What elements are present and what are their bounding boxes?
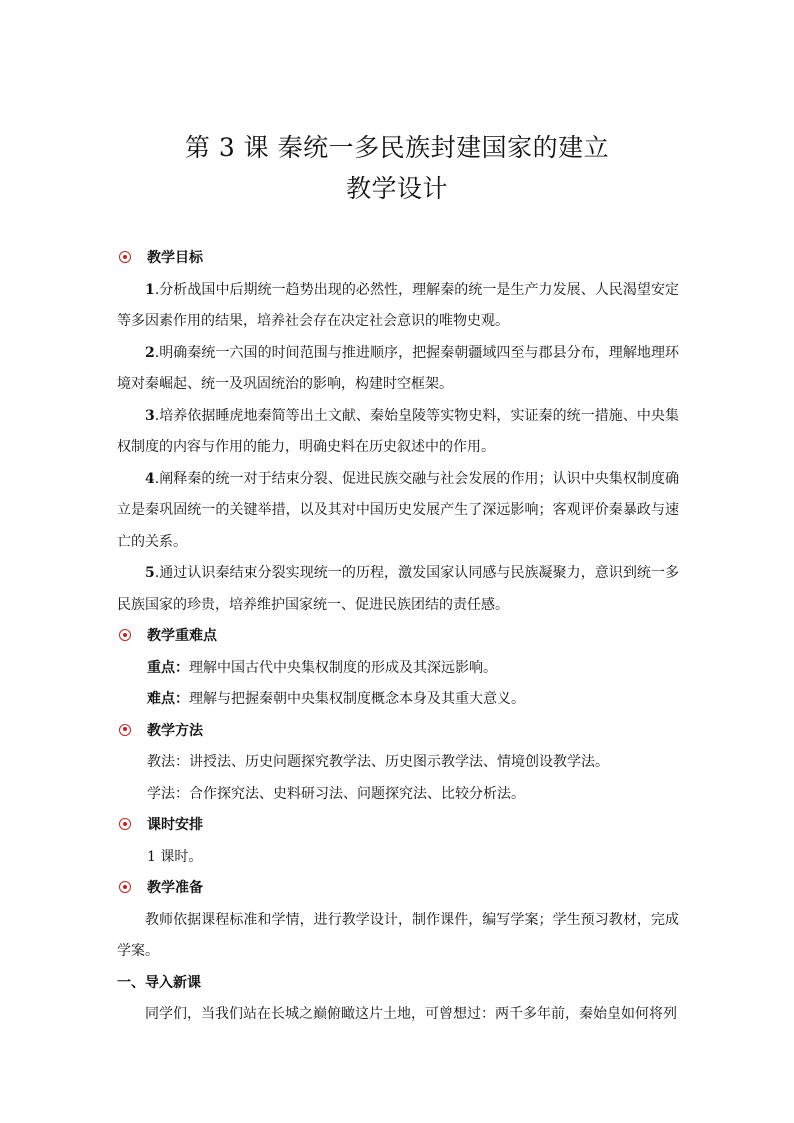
objective-text: .阐释秦的统一对于结束分裂、促进民族交融与社会发展的作用；认识中央集权制度确立是秦巩固统一的关键举措，以及其对中国历史发展产生了深远影响；客观评价秦暴政与速亡的关系。 — [117, 470, 679, 550]
objective-item — [117, 464, 679, 559]
preparation-text: 教师依据课程标准和学情，进行教学设计，制作课件，编写学案；学生预习教材，完成学案。 — [117, 911, 679, 959]
bullet-icon — [119, 818, 131, 830]
difficulty-line — [117, 684, 679, 716]
objective-item — [117, 558, 679, 621]
key-point-line — [117, 653, 679, 685]
objective-text: .分析战国中后期统一趋势出现的必然性，理解秦的统一是生产力发展、人民渴望安定等多因素作用的结果，培养社会存在决定社会意识的唯物史观。 — [117, 281, 679, 329]
objective-text: .通过认识秦结束分裂实现统一的历程，激发国家认同感与民族凝聚力，意识到统一多民族国家的珍贵，培养维护国家统一、促进民族团结的责任感。 — [117, 565, 679, 613]
learning-methods-line: 学法：合作探究法、史料研习法、问题探究法、比较分析法。 — [147, 785, 525, 802]
section-heading-objectives: 教学目标 — [117, 243, 679, 275]
section-heading-schedule: 课时安排 — [117, 810, 679, 842]
difficulty-text: 理解与把握秦朝中央集权制度概念本身及其重大意义。 — [189, 691, 525, 707]
objective-number: 2 — [145, 344, 155, 361]
section-heading-methods: 教学方法 — [117, 716, 679, 748]
objective-number: 5 — [145, 565, 155, 581]
key-point-label: 重点： — [147, 659, 189, 676]
objective-text: .培养依据睡虎地秦简等出土文献、秦始皇陵等实物史料，实证秦的统一措施、中央集权制度的内容与作用的能力，明确史料在历史叙述中的作用。 — [117, 407, 679, 455]
page-title: 第 3 课 秦统一多民族封建国家的建立 — [184, 133, 610, 162]
bullet-icon — [119, 881, 131, 893]
page-subtitle: 教学设计 — [345, 174, 448, 203]
objective-number: 4 — [145, 470, 155, 487]
bullet-icon — [119, 724, 131, 736]
document-body — [117, 243, 679, 1031]
objective-number: 3 — [145, 407, 155, 424]
section-heading-intro: 一、导入新课 — [117, 974, 201, 991]
teaching-methods-line: 教法：讲授法、历史问题探究教学法、历史图示教学法、情境创设教学法。 — [147, 754, 609, 770]
difficulty-label: 难点： — [147, 691, 189, 707]
section-heading-preparation: 教学准备 — [117, 873, 679, 905]
section-heading-key-points: 教学重难点 — [117, 621, 679, 653]
intro-text: 同学们，当我们站在长城之巅俯瞰这片土地，可曾想过：两千多年前，秦始皇如何将列 — [145, 1006, 677, 1022]
objective-text: .明确秦统一六国的时间范围与推进顺序，把握秦朝疆域四至与郡县分布，理解地理环境对秦崛起、统一及巩固统治的影响，构建时空框架。 — [117, 344, 679, 392]
bullet-icon — [119, 251, 131, 263]
objective-item — [117, 275, 679, 338]
bullet-icon — [119, 629, 131, 641]
objective-item — [117, 338, 679, 401]
objective-number: 1 — [145, 281, 155, 298]
objective-item — [117, 401, 679, 464]
schedule-text: 1 课时。 — [147, 848, 203, 865]
key-point-text: 理解中国古代中央集权制度的形成及其深远影响。 — [189, 659, 497, 676]
